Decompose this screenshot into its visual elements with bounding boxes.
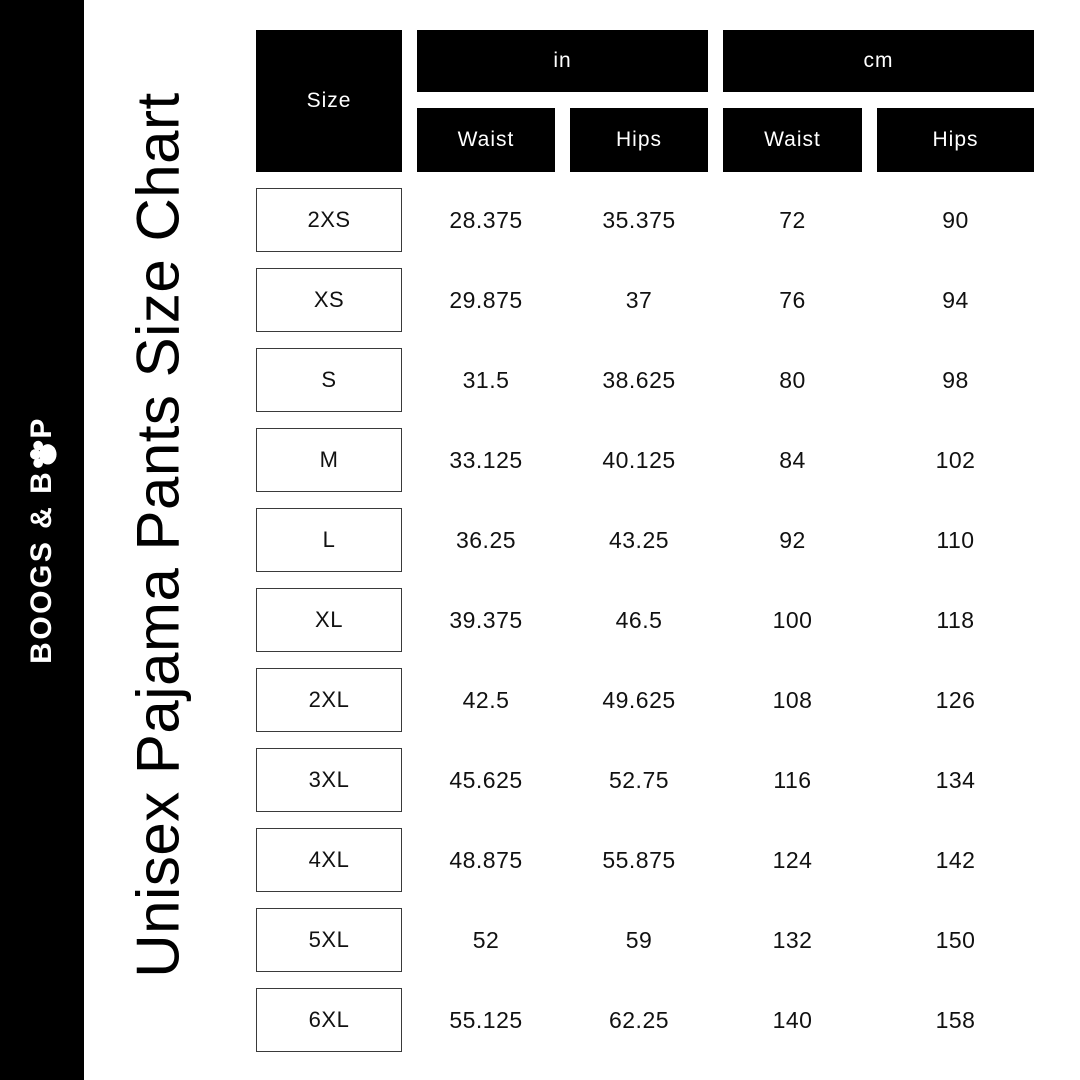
size-cell: 3XL [256, 748, 402, 812]
waist-in-cell: 29.875 [449, 286, 523, 313]
waist-cm-cell: 76 [779, 286, 806, 313]
waist-in-cell: 39.375 [449, 606, 523, 633]
brand-logo [25, 416, 59, 664]
page-title: Unisex Pajama Pants Size Chart [124, 92, 192, 978]
waist-cm-cell: 92 [779, 526, 806, 553]
hips-cm-cell: 134 [935, 766, 976, 793]
size-cell: 2XL [256, 668, 402, 732]
waist-cm-cell: 80 [779, 366, 806, 393]
brand-logo-text-end: P [25, 416, 58, 439]
waist-cm-cell: 124 [772, 846, 813, 873]
hips-cm-cell: 150 [935, 926, 976, 953]
waist-cm-cell: 72 [779, 206, 806, 233]
brand-logo-text-start: BOOGS & B [25, 469, 58, 664]
waist-cm-header: Waist [723, 108, 862, 172]
hips-cm-cell: 126 [935, 686, 976, 713]
hips-cm-header: Hips [877, 108, 1034, 172]
hips-in-cell: 46.5 [615, 606, 663, 633]
size-column-header: Size [256, 30, 402, 172]
waist-cm-cell: 108 [772, 686, 813, 713]
hips-in-cell: 38.625 [602, 366, 676, 393]
centimeters-group-header: cm [723, 30, 1034, 92]
hips-cm-cell: 98 [942, 366, 969, 393]
size-cell: 2XS [256, 188, 402, 252]
size-chart-table [256, 30, 1034, 1052]
size-cell: M [256, 428, 402, 492]
hips-in-header: Hips [570, 108, 708, 172]
waist-cm-cell: 132 [772, 926, 813, 953]
size-cell: 5XL [256, 908, 402, 972]
waist-cm-cell: 100 [772, 606, 813, 633]
inches-group-header: in [417, 30, 708, 92]
hips-in-cell: 52.75 [608, 766, 670, 793]
hips-in-cell: 62.25 [608, 1006, 670, 1033]
waist-in-cell: 28.375 [449, 206, 523, 233]
size-cell: XS [256, 268, 402, 332]
paw-icon [27, 439, 58, 470]
waist-in-cell: 36.25 [455, 526, 517, 553]
waist-cm-cell: 140 [772, 1006, 813, 1033]
waist-in-cell: 42.5 [462, 686, 510, 713]
waist-in-header: Waist [417, 108, 555, 172]
size-cell: L [256, 508, 402, 572]
hips-in-cell: 49.625 [602, 686, 676, 713]
hips-in-cell: 55.875 [602, 846, 676, 873]
hips-in-cell: 40.125 [602, 446, 676, 473]
hips-cm-cell: 94 [942, 286, 969, 313]
waist-cm-cell: 116 [773, 766, 812, 793]
waist-in-cell: 52 [472, 926, 500, 953]
size-cell: 4XL [256, 828, 402, 892]
waist-cm-cell: 84 [779, 446, 806, 473]
waist-in-cell: 33.125 [449, 446, 523, 473]
hips-in-cell: 37 [625, 286, 653, 313]
hips-cm-cell: 118 [936, 606, 975, 633]
hips-in-cell: 59 [625, 926, 653, 953]
hips-cm-cell: 102 [935, 446, 976, 473]
waist-in-cell: 45.625 [449, 766, 523, 793]
waist-in-cell: 48.875 [449, 846, 523, 873]
waist-in-cell: 55.125 [449, 1006, 523, 1033]
waist-in-cell: 31.5 [462, 366, 510, 393]
hips-cm-cell: 158 [935, 1006, 976, 1033]
hips-cm-cell: 90 [942, 206, 969, 233]
size-cell: S [256, 348, 402, 412]
hips-in-cell: 43.25 [608, 526, 670, 553]
hips-cm-cell: 110 [936, 526, 975, 553]
hips-cm-cell: 142 [935, 846, 976, 873]
size-cell: XL [256, 588, 402, 652]
hips-in-cell: 35.375 [602, 206, 676, 233]
size-cell: 6XL [256, 988, 402, 1052]
brand-sidebar [0, 0, 84, 1080]
